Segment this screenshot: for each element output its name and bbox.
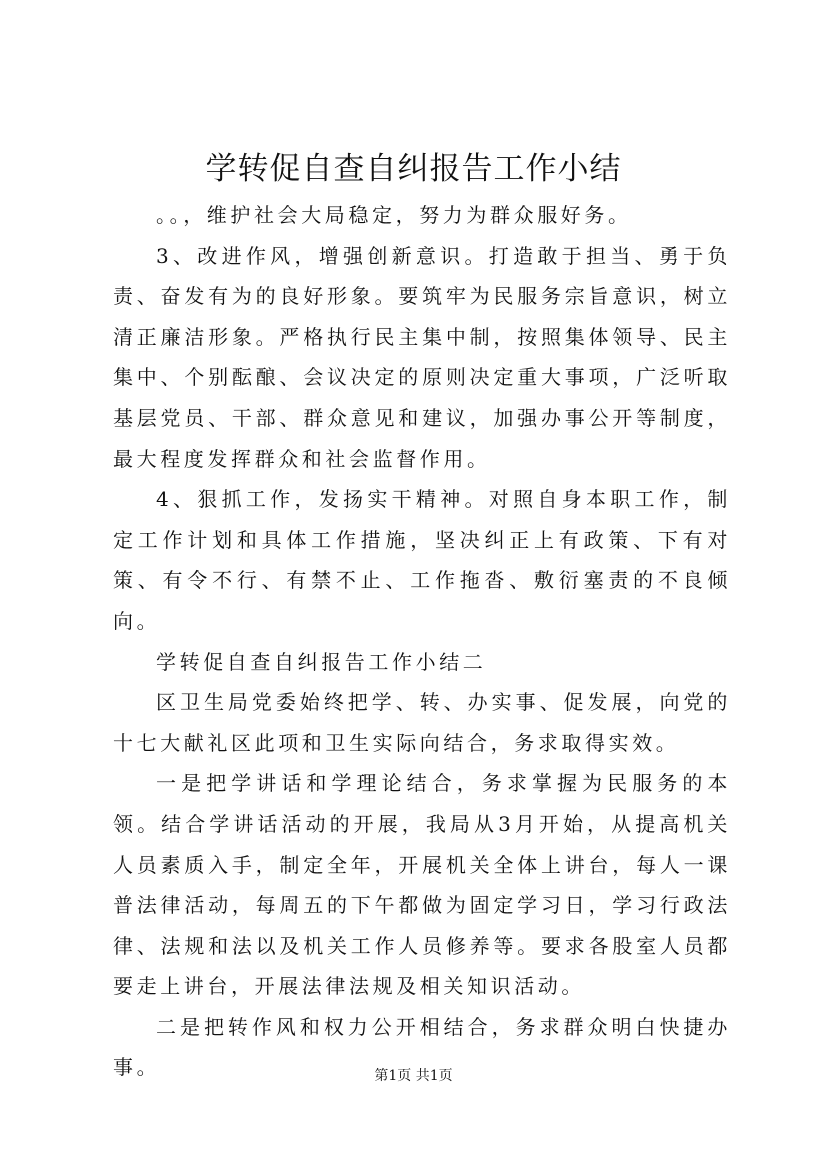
paragraph-5: 区卫生局党委始终把学、转、办实事、促发展，向党的十七大献礼区此项和卫生实际向结合，务求取得实效。: [113, 690, 731, 755]
paragraph-7: 二是把转作风和权力公开相结合，务求群众明白快捷办事。: [113, 1014, 731, 1080]
section-heading: 学转促自查自纠报告工作小结二: [156, 649, 487, 674]
paragraph-6: 一是把学讲话和学理论结合，务求掌握为民服务的本领。结合学讲话活动的开展，我局从3月开始，从提高机关人员素质入手，制定全年，开展机关全体上讲台，每人一课普法律活动，每周五的下午都做为固定学习日，学习行政法律、法规和法以及机关工作人员修养等。要求各股室人员都要走上讲台，开展法律法规及相关知识活动。: [113, 771, 731, 999]
page-footer: 第1页 共1页: [374, 1068, 453, 1084]
paragraph-3: 4、狠抓工作，发扬实干精神。对照自身本职工作，制定工作计划和具体工作措施，坚决纠正上有政策、下有对策、有令不行、有禁不止、工作拖沓、敷衍塞责的不良倾向。: [113, 487, 731, 633]
document-body: [113, 195, 731, 1088]
paragraph-2: 3、改进作风，增强创新意识。打造敢于担当、勇于负责、奋发有为的良好形象。要筑牢为民服务宗旨意识，树立清正廉洁形象。严格执行民主集中制，按照集体领导、民主集中、个别酝酿、会议决定的原则决定重大事项，广泛听取基层党员、干部、群众意见和建议，加强办事公开等制度，最大程度发挥群众和社会监督作用。: [113, 243, 731, 471]
paragraph-1: 。。，维护社会大局稳定，努力为群众服好务。: [156, 203, 632, 227]
page-title: 学转促自查自纠报告工作小结: [205, 151, 622, 187]
